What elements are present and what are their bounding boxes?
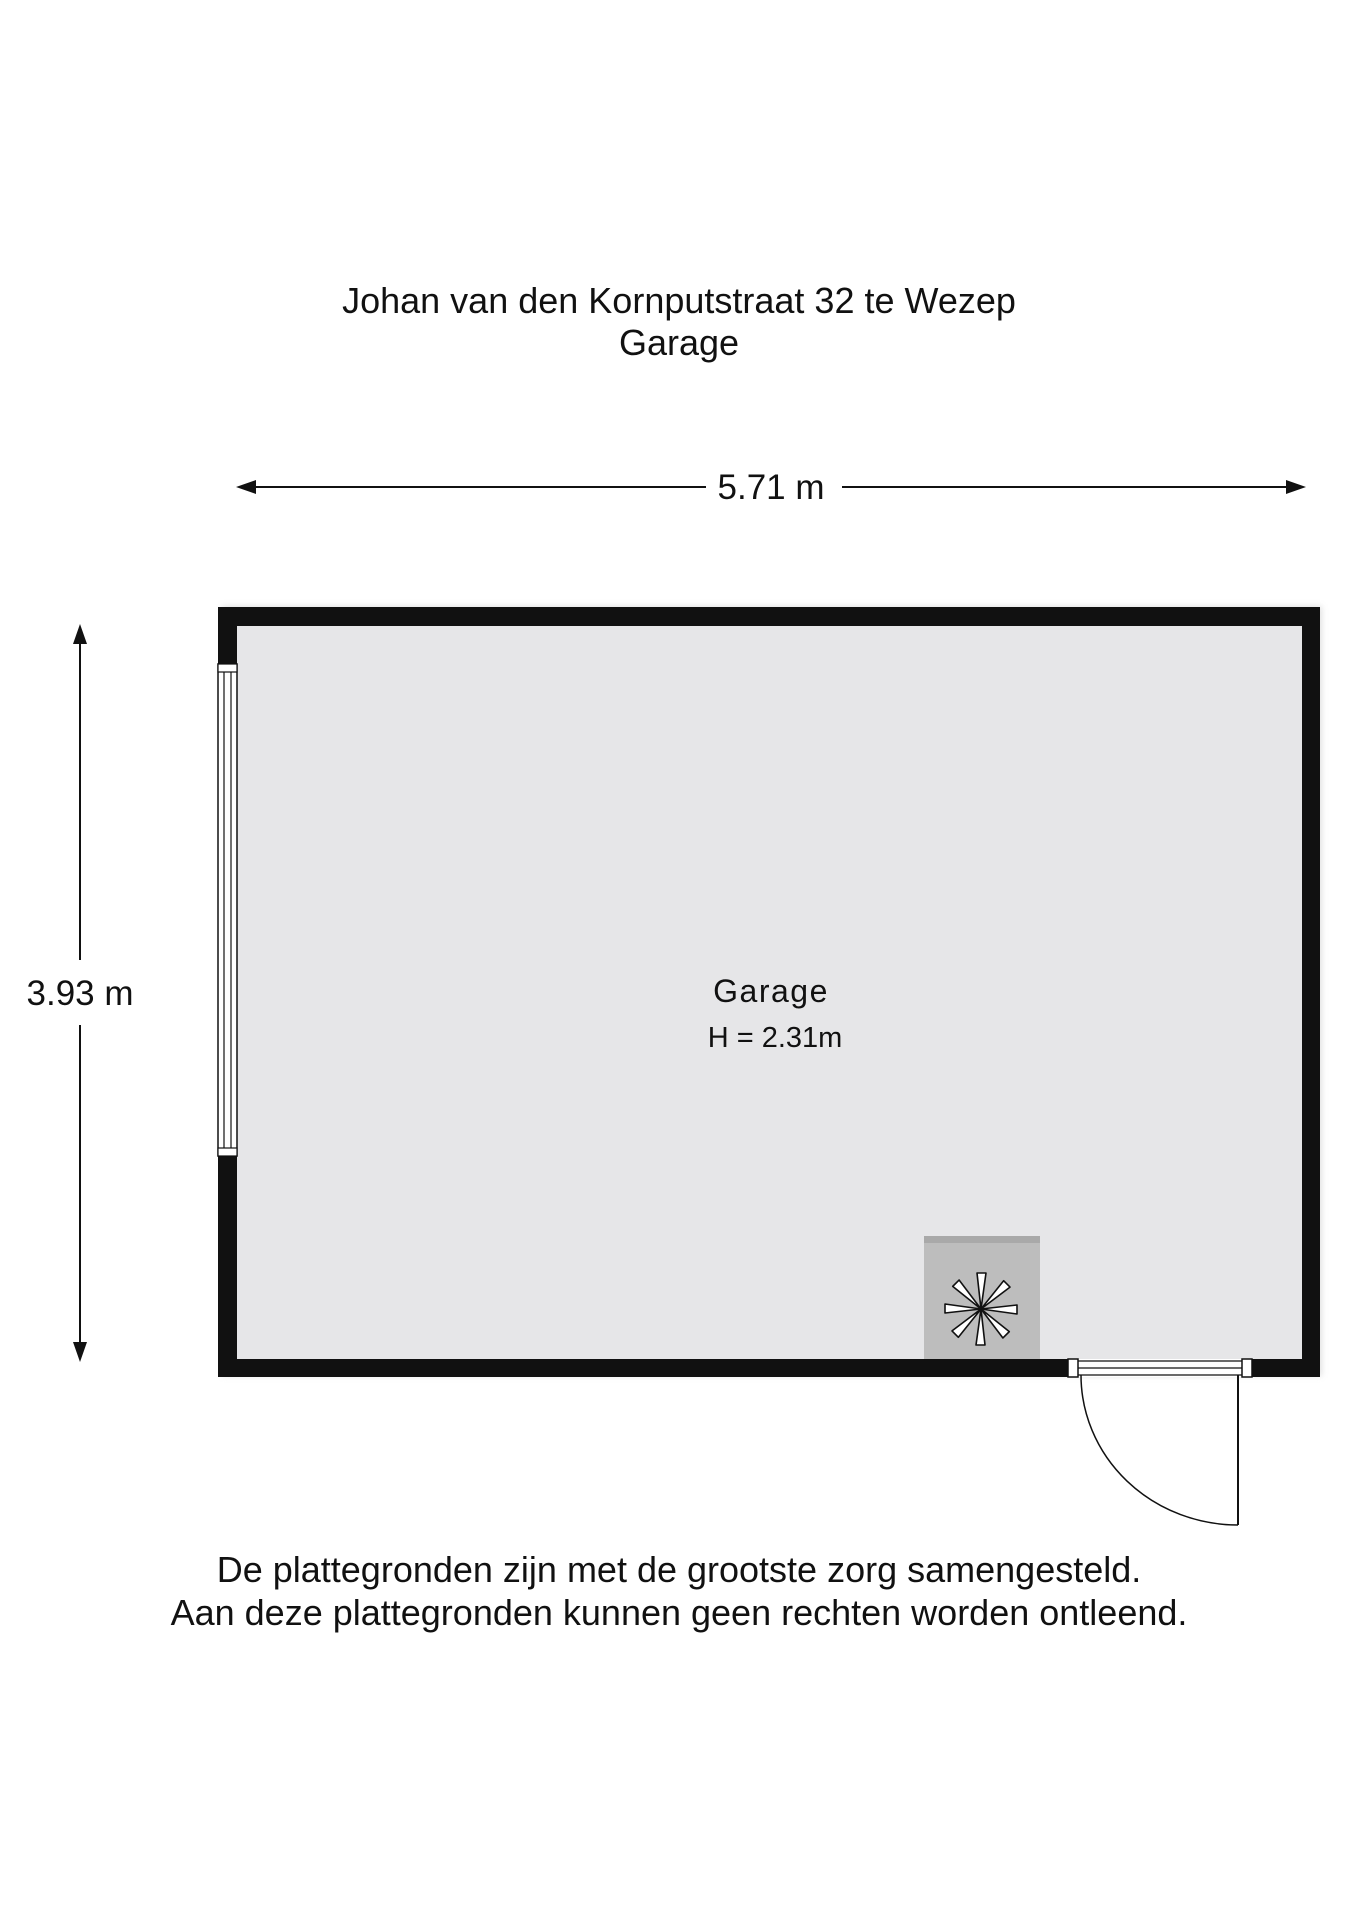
disclaimer-line-2: Aan deze plattegronden kunnen geen rechten worden ontleend. [170, 1592, 1188, 1633]
door-swing-icon [1068, 1359, 1252, 1525]
arrow-up-icon [73, 624, 87, 644]
ventilation-fan-icon [945, 1273, 1017, 1345]
arrow-right-icon [1286, 480, 1306, 494]
disclaimer [0, 1548, 1358, 1634]
width-label: 5.71 m [717, 468, 825, 507]
address-title: Johan van den Kornputstraat 32 te Wezep [342, 280, 1016, 321]
ventilation-unit [924, 1236, 1040, 1359]
disclaimer-line-1: De plattegronden zijn met de grootste zorg samengesteld. [216, 1549, 1142, 1590]
room-ceiling-height: H = 2.31m [707, 1022, 843, 1054]
height-label: 3.93 m [26, 974, 134, 1013]
arrow-down-icon [73, 1342, 87, 1362]
window-icon [218, 664, 237, 1156]
floor-title: Garage [618, 322, 740, 363]
arrow-left-icon [236, 480, 256, 494]
room-name: Garage [713, 973, 829, 1009]
width-dimension [236, 468, 1306, 507]
height-dimension [27, 624, 134, 1362]
